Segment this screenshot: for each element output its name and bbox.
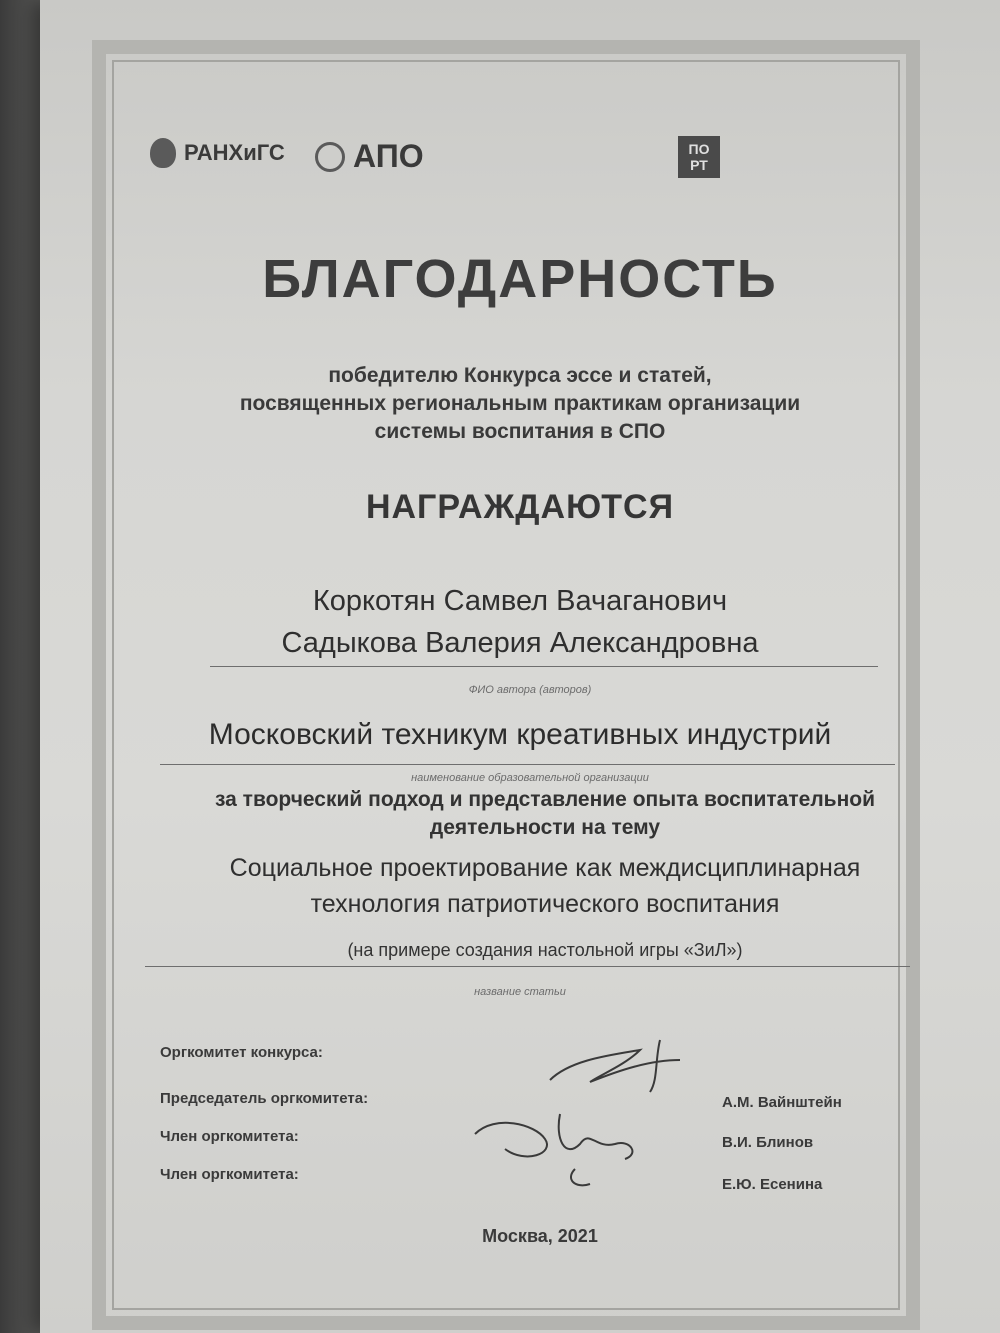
porg-box-icon [678, 136, 720, 178]
subtitle-line: посвященных региональным практикам организации [239, 392, 801, 415]
logo-ranepa-name: РАНХиГС [184, 140, 285, 165]
logo-apo-name: АПО [353, 138, 424, 174]
committee-role: Председатель оргкомитета: [160, 1090, 369, 1107]
subtitle-line: победителю Конкурса эссе и статей, [328, 364, 712, 387]
authors-caption: ФИО автора (авторов) [468, 684, 592, 696]
topic-line: Социальное проектирование как междисциплинарная [229, 854, 861, 882]
committee-role: Член оргкомитета: [160, 1128, 299, 1145]
round-seal-icon [315, 142, 345, 172]
eagle-emblem-icon [150, 138, 176, 168]
reason-line: за творческий подход и представление опыта воспитательной [214, 788, 875, 811]
reason-line: деятельности на тему [429, 816, 661, 839]
topic-line: технология патриотического воспитания [310, 890, 780, 918]
signature-member-1 [465, 1104, 685, 1194]
reason [150, 786, 940, 842]
organization-underline [160, 764, 895, 765]
logo-ranepa [150, 138, 285, 168]
signature-chairman [530, 1030, 700, 1100]
topic-subline: (на примере создания настольной игры «ЗиЛ») [347, 940, 743, 960]
author-name: Коркотян Самвел Вачаганович [312, 585, 728, 617]
awarded-heading: НАГРАЖДАЮТСЯ [365, 488, 675, 526]
committee-heading: Оргкомитет конкурса: [160, 1044, 323, 1061]
logo-porg-top: ПО [688, 141, 710, 157]
topic-caption: название статьи [474, 986, 566, 998]
committee-member-name: В.И. Блинов [722, 1134, 814, 1151]
authors-underline [210, 666, 878, 667]
organization-caption: наименование образовательной организации [411, 772, 649, 784]
author-name: Садыкова Валерия Александровна [281, 627, 759, 659]
place-date: Москва, 2021 [482, 1226, 598, 1246]
article-topic [150, 850, 940, 922]
committee-member-name: Е.Ю. Есенина [722, 1176, 823, 1193]
logo-row [150, 128, 870, 198]
subtitle-line: системы воспитания в СПО [374, 420, 666, 443]
logo-apo [315, 138, 424, 175]
topic-underline [145, 966, 910, 967]
authors-list [180, 580, 860, 664]
committee-role: Член оргкомитета: [160, 1166, 299, 1183]
logo-porg [678, 136, 720, 178]
logo-porg-bottom: РТ [690, 157, 708, 173]
organization-name: Московский техникум креативных индустрий [208, 718, 832, 751]
committee-member-name: А.М. Вайнштейн [722, 1094, 842, 1111]
subtitle [150, 362, 890, 446]
certificate-title: БЛАГОДАРНОСТЬ [262, 249, 778, 309]
